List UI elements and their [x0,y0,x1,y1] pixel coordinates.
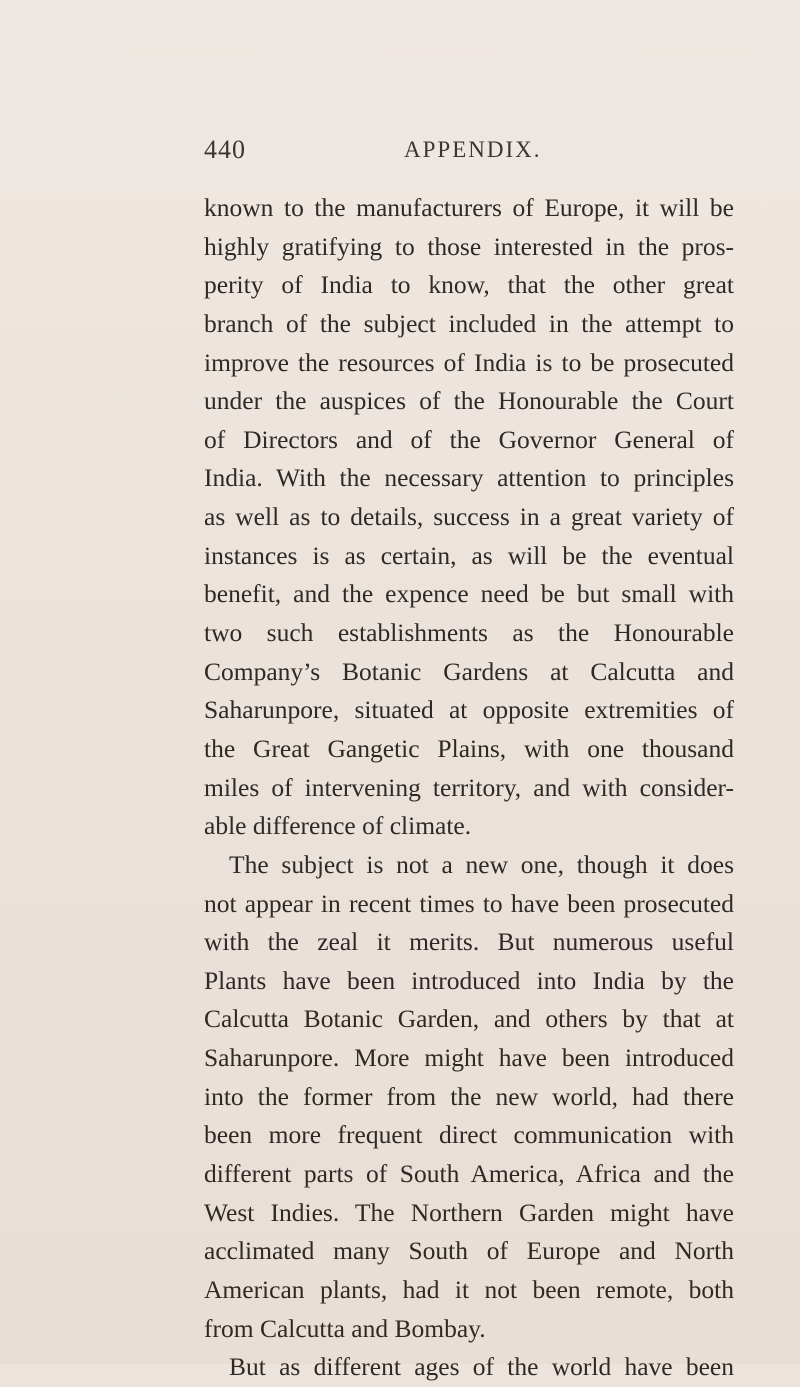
text-line: instances is as certain, as will be the eventual [204,540,734,570]
text-line: benefit, and the expence need be but small with [204,579,734,609]
text-line: American plants, had it not been remote, both [204,1274,734,1304]
running-head [204,135,734,175]
text-line: improve the resources of India is to be prosecuted [204,347,734,377]
text-line: But as different ages of the world have been [229,1352,734,1382]
text-line: with the zeal it merits. But numerous useful [204,927,734,957]
text-line: Saharunpore. More might have been introduced [204,1043,734,1073]
text-line: the Great Gangetic Plains, with one thousand [204,733,734,763]
text-line: highly gratifying to those interested in the pros- [204,231,734,261]
text-line: known to the manufacturers of Europe, it will be [204,193,734,222]
text-line: different parts of South America, Africa and the [204,1159,734,1189]
text-line: been more frequent direct communication with [204,1120,734,1150]
text-line: India. With the necessary attention to principles [204,463,734,493]
text-line: from Calcutta and Bombay. [204,1313,486,1343]
text-line: able difference of climate. [204,811,472,841]
text-line: under the auspices of the Honourable the Court [204,386,734,416]
running-head-title: APPENDIX. [404,137,542,162]
text-line: Plants have been introduced into India by the [204,965,734,995]
text-line: of Directors and of the Governor General of [204,424,734,454]
page-number: 440 [204,135,246,164]
text-line: Saharunpore, situated at opposite extremities of [204,695,734,725]
text-line: Company’s Botanic Gardens at Calcutta and [204,656,734,686]
text-line: as well as to details, success in a great variety of [204,502,734,532]
text-line: West Indies. The Northern Garden might have [204,1197,734,1227]
text-line: not appear in recent times to have been prosecuted [204,888,734,918]
text-line: perity of India to know, that the other great [204,270,734,300]
text-line: miles of intervening territory, and with consider- [204,772,734,802]
text-line: The subject is not a new one, though it does [229,849,734,879]
text-line: acclimated many South of Europe and North [204,1236,734,1266]
text-line: Calcutta Botanic Garden, and others by that at [204,1004,734,1034]
text-line: two such establishments as the Honourable [204,618,734,648]
text-line: branch of the subject included in the attempt to [204,308,734,338]
text-line: into the former from the new world, had there [204,1081,734,1111]
body-text [204,189,734,1387]
